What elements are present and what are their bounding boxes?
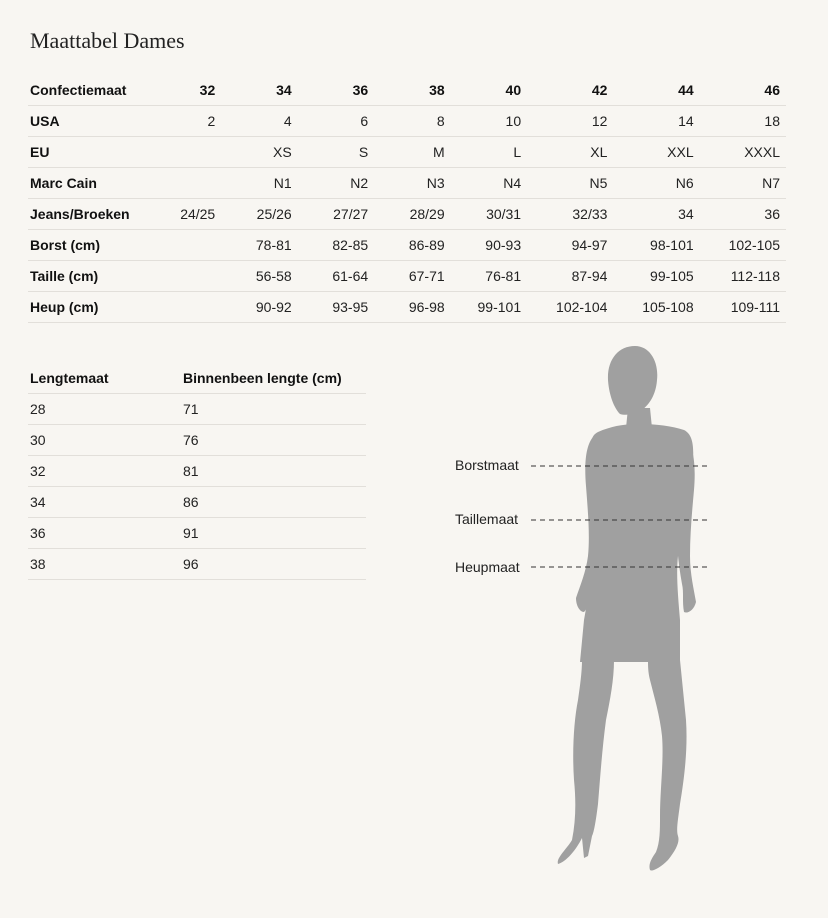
table-cell: 76-81 (485, 268, 522, 284)
table-cell: 109-111 (730, 299, 780, 315)
table-cell: 112-118 (730, 268, 780, 284)
table-cell: 14 (678, 113, 694, 129)
table-cell: 81 (183, 463, 199, 479)
table-cell: 10 (505, 113, 522, 129)
table-cell (160, 168, 222, 199)
table-cell (160, 137, 222, 168)
table-cell: 38 (30, 556, 46, 572)
header-cell: 42 (591, 82, 608, 98)
table-cell (160, 292, 222, 323)
table-row (28, 456, 366, 487)
header-cell: 40 (505, 82, 522, 98)
table-cell: 99-101 (477, 299, 522, 315)
table-cell: 24/25 (180, 206, 216, 222)
table-cell: 34 (678, 206, 694, 222)
table-cell: 25/26 (256, 206, 292, 222)
row-label: Taille (cm) (30, 268, 99, 284)
table-row (28, 106, 786, 137)
table-cell: 32/33 (572, 206, 608, 222)
table-cell: 82-85 (332, 237, 369, 253)
table-cell: 90-93 (485, 237, 522, 253)
table-cell: 27/27 (333, 206, 369, 222)
table-cell: 28 (30, 401, 46, 417)
row-label: Marc Cain (30, 175, 97, 191)
table-row (28, 394, 366, 425)
table-cell: 93-95 (332, 299, 369, 315)
table-row (28, 261, 786, 292)
table-cell: N4 (503, 175, 522, 191)
table-cell: 78-81 (255, 237, 292, 253)
table-cell: 30 (30, 432, 46, 448)
table-cell (160, 230, 222, 261)
table-cell: 18 (764, 113, 780, 129)
table-row (28, 168, 786, 199)
table-cell: XS (273, 144, 292, 160)
table-cell: 76 (183, 432, 199, 448)
table-cell: N7 (762, 175, 780, 191)
table-cell: 98-101 (650, 237, 694, 253)
woman-silhouette (558, 346, 696, 871)
table-row (28, 425, 366, 456)
measure-lines (531, 466, 708, 567)
header-cell: 36 (352, 82, 369, 98)
table-cell: 61-64 (332, 268, 369, 284)
table-cell: 67-71 (408, 268, 445, 284)
header-cell: 44 (678, 82, 694, 98)
table-cell: 30/31 (486, 206, 522, 222)
table-cell: 6 (360, 113, 369, 129)
table-cell: 71 (183, 401, 199, 417)
table-cell: XXXL (744, 144, 780, 160)
table-cell: 8 (436, 113, 445, 129)
table-cell: 2 (207, 113, 216, 129)
table-row (28, 137, 786, 168)
table-cell: 34 (30, 494, 46, 510)
table-cell: 87-94 (571, 268, 608, 284)
table-header-row (28, 75, 786, 106)
inseam-length-table (28, 363, 366, 580)
table-cell: 99-105 (650, 268, 694, 284)
row-label: EU (30, 144, 50, 160)
row-label: Borst (cm) (30, 237, 101, 253)
table-cell: 102-105 (728, 237, 780, 253)
table-cell: 36 (30, 525, 46, 541)
table-cell: L (513, 144, 522, 160)
header-cell: 34 (276, 82, 292, 98)
table-cell: S (358, 144, 369, 160)
table-cell: N5 (589, 175, 608, 191)
table-cell: 91 (183, 525, 199, 541)
column-header: Binnenbeen lengte (cm) (183, 370, 342, 386)
table-cell: 90-92 (255, 299, 292, 315)
table-cell: 96-98 (408, 299, 445, 315)
row-label: Heup (cm) (30, 299, 99, 315)
table-cell: 28/29 (409, 206, 445, 222)
table-row (28, 292, 786, 323)
table-cell: 102-104 (556, 299, 608, 315)
row-label: Confectiemaat (30, 82, 127, 98)
row-label: USA (30, 113, 60, 129)
size-chart-table (28, 75, 786, 323)
table-row (28, 549, 366, 580)
table-row (28, 230, 786, 261)
table-cell: 36 (764, 206, 780, 222)
hip-measure-label: Heupmaat (455, 559, 520, 575)
table-cell: 96 (183, 556, 199, 572)
table-cell: M (432, 144, 445, 160)
waist-measure-label: Taillemaat (455, 511, 519, 527)
table-header-row (28, 363, 366, 394)
table-cell: 86-89 (408, 237, 445, 253)
table-cell: 4 (283, 113, 292, 129)
table-cell: 32 (30, 463, 46, 479)
column-header: Lengtemaat (30, 370, 109, 386)
header-cell: 32 (199, 82, 216, 98)
table-cell: 56-58 (255, 268, 292, 284)
table-cell: N6 (675, 175, 694, 191)
header-cell: 46 (764, 82, 780, 98)
table-row (28, 518, 366, 549)
table-cell: 105-108 (642, 299, 694, 315)
table-cell: N3 (426, 175, 445, 191)
page-title: Maattabel Dames (30, 28, 185, 53)
table-cell: 86 (183, 494, 199, 510)
bust-measure-label: Borstmaat (455, 457, 519, 473)
table-row (28, 199, 786, 230)
table-cell: 94-97 (571, 237, 608, 253)
table-cell: XL (590, 144, 608, 160)
table-row (28, 487, 366, 518)
table-cell: N2 (350, 175, 369, 191)
header-cell: 38 (429, 82, 445, 98)
row-label: Jeans/Broeken (30, 206, 130, 222)
table-cell: 12 (591, 113, 608, 129)
table-cell: XXL (667, 144, 694, 160)
table-cell: N1 (273, 175, 292, 191)
table-cell (160, 261, 222, 292)
